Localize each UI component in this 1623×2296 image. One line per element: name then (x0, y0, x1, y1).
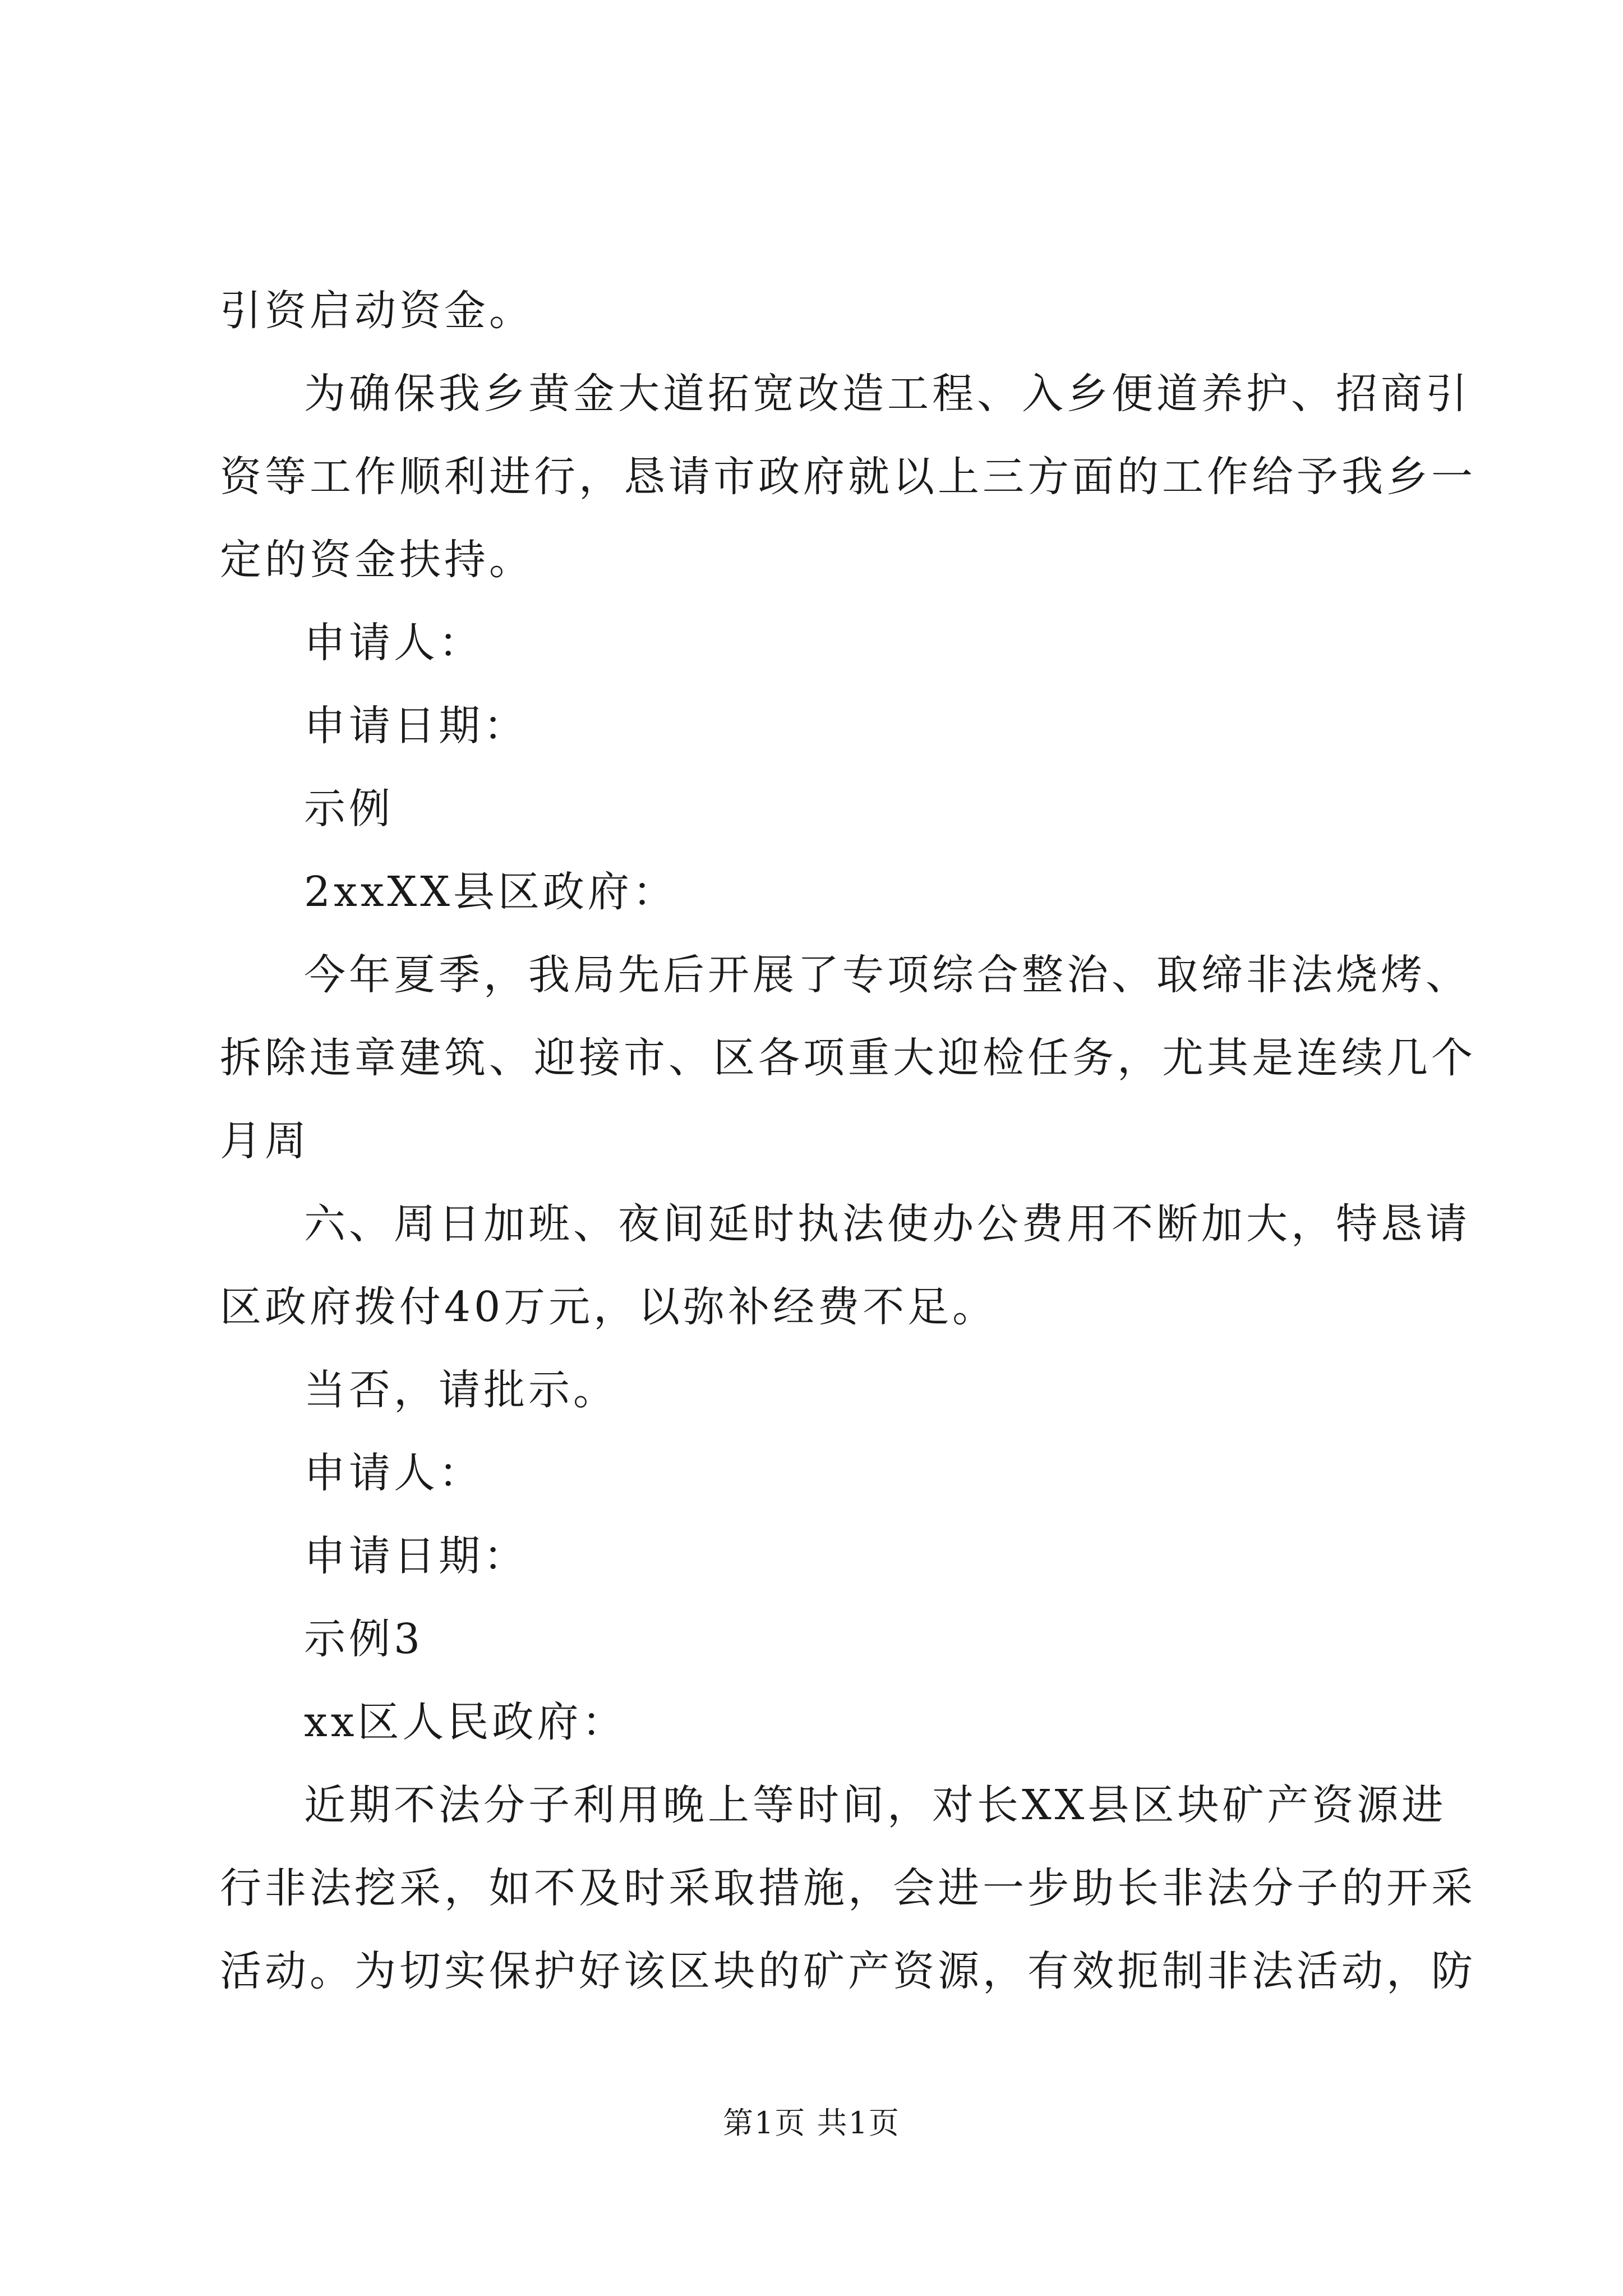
text-line: 当否，请批示。 (304, 1366, 618, 1414)
application-date-label: 申请日期： (304, 702, 528, 750)
page-number-footer: 第1页 共1页 (723, 2105, 900, 2141)
example-heading: 示例 (304, 785, 394, 833)
text-line: 行非法挖采，如不及时采取措施，会进一步助长非法分子的开采 (220, 1864, 1476, 1912)
application-date-label: 申请日期： (304, 1532, 528, 1580)
addressee-line: xx区人民政府： (304, 1698, 627, 1746)
text-line: 区政府拨付40万元，以弥补经费不足。 (220, 1283, 998, 1331)
text-line: 定的资金扶持。 (220, 536, 534, 584)
text-line: 月周 (220, 1117, 310, 1165)
addressee-line: 2xxXX县区政府： (304, 868, 677, 916)
example-heading: 示例3 (304, 1615, 424, 1663)
text-line: 六、周日加班、夜间延时执法使办公费用不断加大，特恳请 (304, 1200, 1470, 1248)
document-body (220, 269, 1476, 2013)
applicant-label: 申请人： (304, 1449, 483, 1497)
text-line: 引资启动资金。 (220, 287, 534, 335)
text-line: 近期不法分子利用晚上等时间，对长XX县区块矿产资源进 (304, 1781, 1447, 1829)
applicant-label: 申请人： (304, 619, 483, 667)
text-line: 为确保我乡黄金大道拓宽改造工程、入乡便道养护、招商引 (304, 370, 1470, 418)
text-line: 活动。为切实保护好该区块的矿产资源，有效扼制非法活动，防 (220, 1947, 1476, 1995)
text-line: 今年夏季，我局先后开展了专项综合整治、取缔非法烧烤、 (304, 951, 1470, 999)
text-line: 拆除违章建筑、迎接市、区各项重大迎检任务，尤其是连续几个 (220, 1034, 1476, 1082)
text-line: 资等工作顺利进行，恳请市政府就以上三方面的工作给予我乡一 (220, 453, 1476, 501)
